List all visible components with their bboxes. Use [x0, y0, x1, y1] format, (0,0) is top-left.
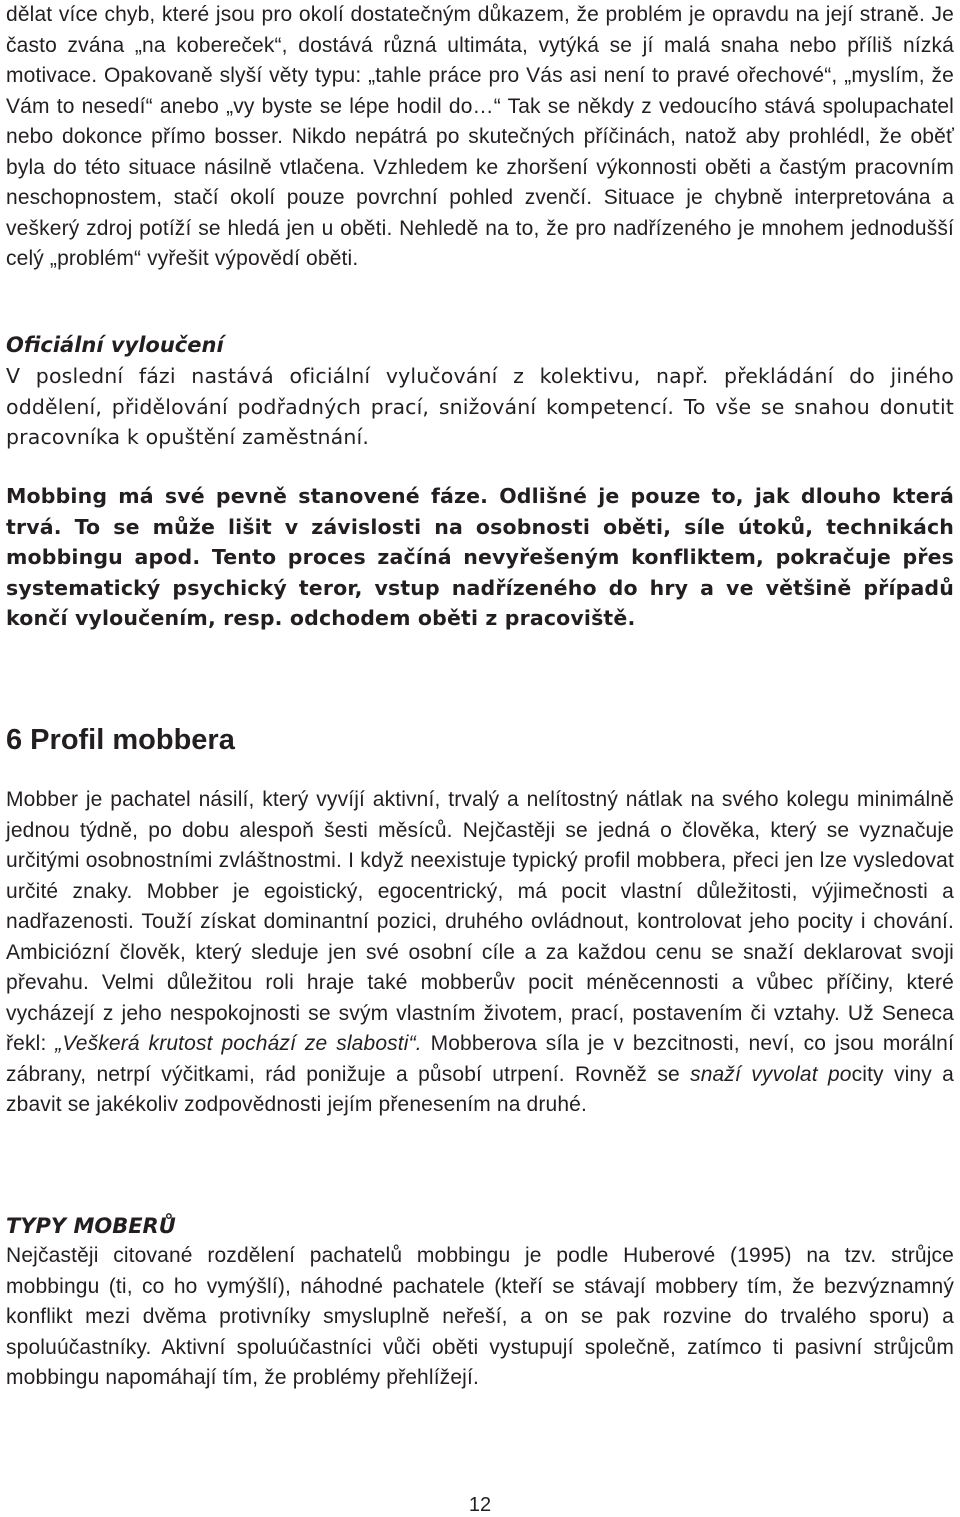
profil-mobbera-paragraph: [6, 785, 954, 1121]
section-heading-profil-mobbera: 6 Profil mobbera: [6, 724, 235, 756]
profil-text-c: city viny a zbavit se jakékoliv zodpovědnosti jejím přenesením na druhé.: [6, 1062, 955, 1116]
subheading-typy-moberu: TYPY MOBERŮ: [6, 1214, 176, 1238]
profil-text-b: Mobberova síla je v bezcitnosti, neví, co jsou morální zábrany, netrpí výčitkami, rád ponižuje a působí utrpení. Rovněž se: [6, 1032, 954, 1086]
profil-text-a: Mobber je pachatel násilí, který vyvíjí aktivní, trvalý a nelítostný nátlak na svého kolegu minimálně jednou týdně, po dobu alespoň šesti měsíců. Nejčastěji se jedná o člověka, který se vyznačuje určitými osobnostními zvláštnostmi. I když neexistuje typický profil mobbera, přeci jen lze vysledovat určité znaky. Mobber je egoistický, egocentrický, má pocit vlastní důležitosti, výjimečnosti a nadřazenosti. Touží získat dominantní pozici, druhého ovládnout, kontrolovat jeho pocity i chování. Ambiciózní člověk, který sleduje jen své osobní cíle a za každou cenu se snaží deklarovat svoji převahu. Velmi důležitou roli hraje také mobberův pocit méněcennosti a vůbec příčiny, které vycházejí z jeho nespokojnosti se svým vlastním životem, prací, postavením či vztahy. Už Seneca řekl:: [6, 788, 954, 1055]
oficialni-vylouceni-paragraph: V poslední fázi nastává oficiální vylučování z kolektivu, např. překládání do jiného oddělení, přidělování podřadných prací, snižování kompetencí. To vše se snahou donutit pracovníka k opuštění zaměstnání.: [6, 364, 954, 449]
mobbing-phases-summary: Mobbing má své pevně stanovené fáze. Odlišné je pouze to, jak dlouho která trvá. To se může lišit v závislosti na osobnosti oběti, síle útoků, technikách mobbingu apod. Tento proces začíná nevyřešeným konfliktem, pokračuje přes systematický psychický teror, vstup nadřízeného do hry a ve většině případů končí vyloučením, resp. odchodem oběti z pracoviště.: [6, 484, 954, 630]
typy-moberu-paragraph: Nejčastěji citované rozdělení pachatelů mobbingu je podle Huberové (1995) na tzv. strůjce mobbingu (ti, co ho vymýšlí), náhodné pachatele (kteří se stávají mobbery tím, že bezvýznamný konflikt mezi dvěma protivníky smysluplně neřeší, a on se pak rozvine do trvalého sporu) a spoluúčastníky. Aktivní spoluúčastníci vůči oběti vystupují společně, zatímco ti pasivní strůjcům mobbingu napomáhají tím, že problémy přehlížejí.: [6, 1244, 954, 1389]
profil-italic-part: snaží vyvolat po: [690, 1062, 852, 1086]
continuation-paragraph: dělat více chyb, které jsou pro okolí dostatečným důkazem, že problém je opravdu na její straně. Je často zvána „na kobereček“, dostává různá ultimáta, vytýká se jí malá snaha nebo příliš nízká motivace. Opakovaně slyší věty typu: „tahle práce pro Vás asi není to pravé ořechové“, „myslím, že Vám to nesedí“ anebo „vy byste se lépe hodil do…“ Tak se někdy z vedoucího stává spolupachatel nebo dokonce přímo bosser. Nikdo nepátrá po skutečných příčinách, natož aby prohlédl, že oběť byla do této situace násilně vtlačena. Vzhledem ke zhoršení výkonnosti oběti a častým pracovním neschopnostem, stačí okolí pouze povrchní pohled zvenčí. Situace je chybně interpretována a veškerý zdroj potíží se hledá jen u oběti. Nehledě na to, že pro nadřízeného je mnohem jednodušší celý „problém“ vyřešit výpovědí oběti.: [6, 3, 954, 270]
subheading-oficialni-vylouceni: Oficiální vyloučení: [6, 333, 224, 357]
page-number: 12: [468, 1494, 492, 1516]
seneca-quote: „Veškerá krutost pochází ze slabosti“.: [55, 1032, 422, 1055]
